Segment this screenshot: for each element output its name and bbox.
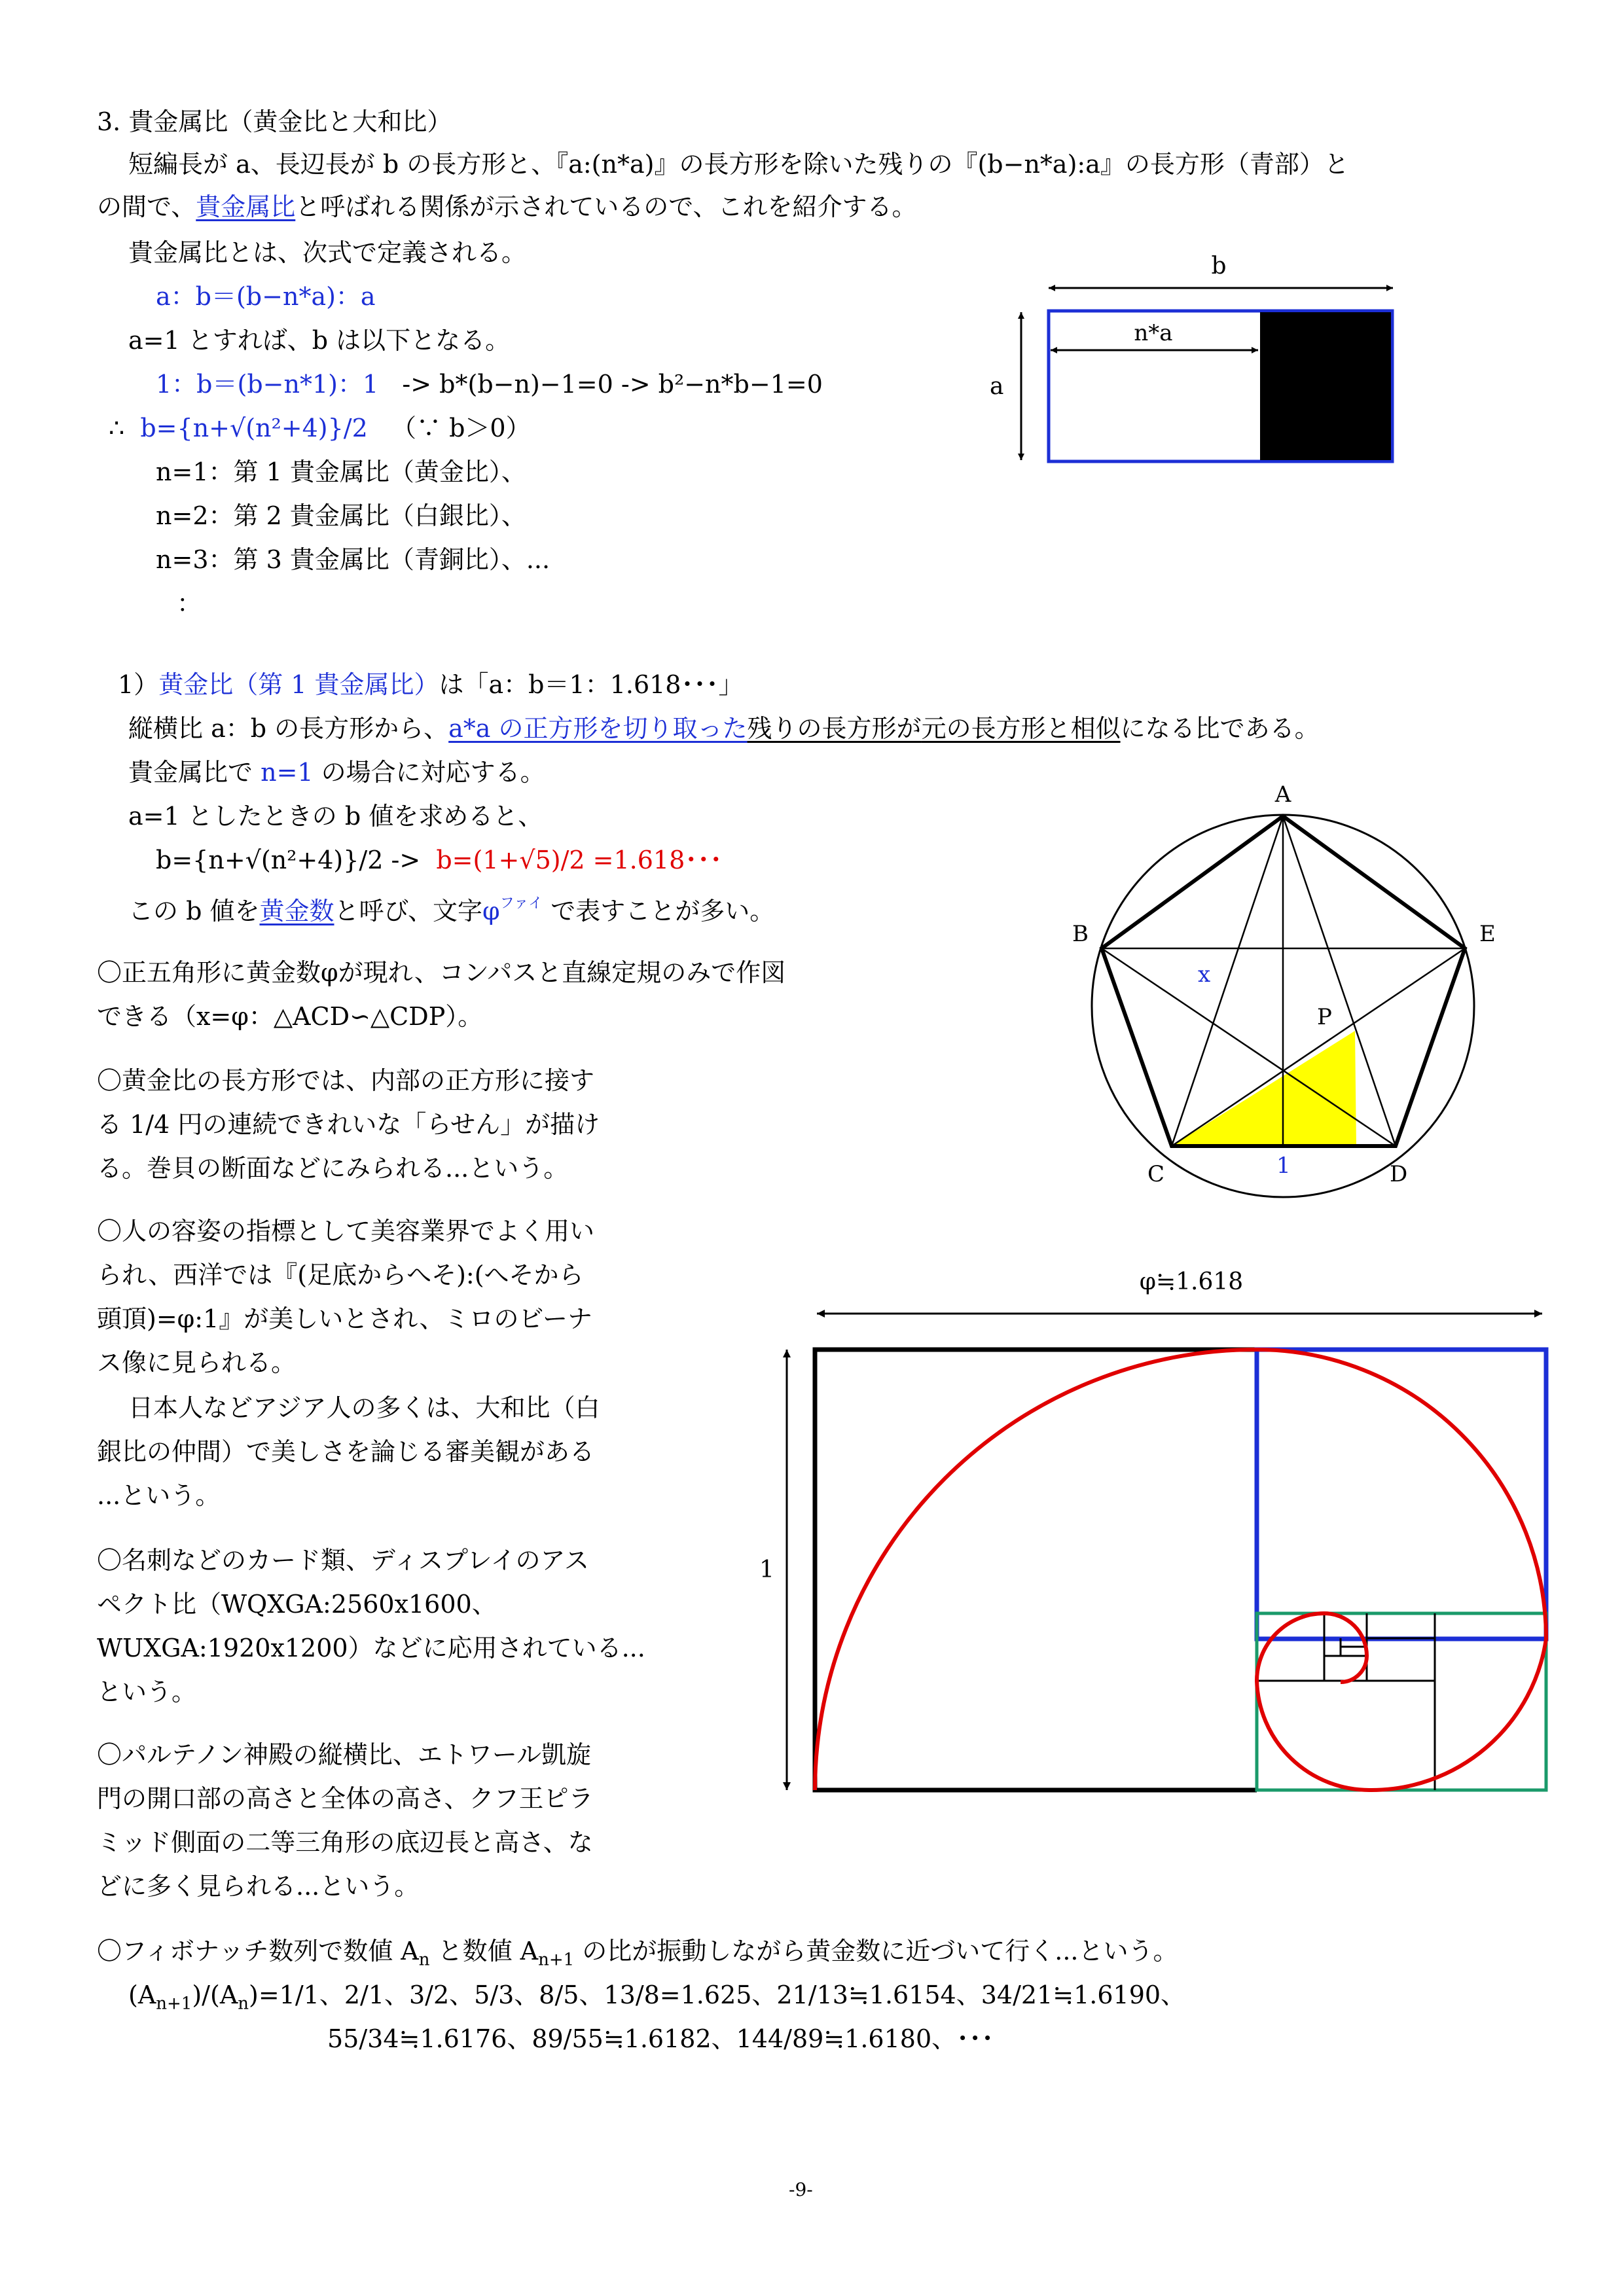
outer-black-frame	[815, 1350, 1257, 1790]
formula-2: 1：b＝(b−n*1)：1 -> b*(b−n)−1=0 -> b²−n*b−1=0	[156, 370, 823, 399]
page-number: -9-	[789, 2179, 813, 2200]
b-formula-line: ∴ b={n+√(n²+4)}/2 （∵ b＞0）	[109, 414, 531, 442]
golden-spiral	[815, 1350, 1546, 1790]
fib-ratios-line-1: $(A_{n+1})/(A_n)=1/1$、2/1、3/2、5/3、8/5、13/8=1.625、21/13≒1.6154、34/21≒1.6190、	[128, 1981, 1186, 2014]
label-x: x	[1198, 961, 1211, 988]
rectangle-diagram	[975, 249, 1407, 471]
na-label: n*a	[1134, 320, 1173, 346]
sub1-line-1: 縦横比 a：b の長方形から、a*a の正方形を切り取った残りの長方形が元の長方形と相似になる比である。	[128, 714, 1320, 743]
sub1-line-4: b={n+√(n²+4)}/2 -> b=(1+√5)/2 =1.618･･･	[156, 846, 723, 874]
b-label: b	[1211, 253, 1227, 279]
label-D: D	[1390, 1161, 1408, 1187]
fib-intro: 〇フィボナッチ数列で数値 $A_n$ と数値 $A_{n+1}$ の比が振動しながら黄金数に近づいて行く...という。	[97, 1937, 1178, 1970]
label-E: E	[1479, 921, 1496, 947]
golden-spiral-diagram	[740, 1257, 1571, 1800]
n1-line: n=1：第 1 貴金属比（黄金比）、	[156, 457, 526, 486]
cut-square-link[interactable]: a*a の正方形を切り取った	[448, 714, 748, 743]
intro-line-1: 短編長が a、長辺長が b の長方形と、『a:(n*a)』の長方形を除いた残りの『(b−n*a):a』の長方形（青部）と	[128, 150, 1349, 179]
definition-line: 貴金属比とは、次式で定義される。	[128, 238, 527, 267]
sub1-line-2: 貴金属比で n=1 の場合に対応する。	[128, 758, 545, 787]
n2-line: n=2：第 2 貴金属比（白銀比）、	[156, 501, 526, 530]
vertical-dots: ：	[177, 589, 202, 618]
blue-square	[1257, 1350, 1546, 1639]
intro-line-2: の間で、貴金属比と呼ばれる関係が示されているので、これを紹介する。	[97, 192, 917, 221]
section-heading: 3. 貴金属比（黄金比と大和比）	[97, 107, 452, 136]
noble-metal-ratio-link[interactable]: 貴金属比	[196, 192, 296, 221]
golden-number-link[interactable]: 黄金数	[259, 897, 334, 925]
sub1-line-5: この b 値を黄金数と呼び、文字$\varphi^{ファイ}$ で表すことが多い。	[128, 895, 775, 925]
label-one: 1	[1276, 1153, 1291, 1179]
a-label: a	[990, 373, 1004, 400]
sub1-title-line: 1）黄金比（第 1 貴金属比）は「a：b＝1：1.618･･･」	[118, 670, 744, 699]
n3-line: n=3：第 3 貴金属比（青銅比）、...	[156, 545, 550, 574]
formula-1: a：b＝(b−n*a)：a	[156, 282, 376, 311]
phi-label: φ≒1.618	[1139, 1268, 1244, 1295]
label-A: A	[1274, 781, 1291, 808]
black-rectangle	[1260, 312, 1391, 460]
label-C: C	[1147, 1161, 1165, 1187]
label-B: B	[1072, 921, 1089, 947]
fib-ratios-line-2: 55/34≒1.6176、89/55≒1.6182、144/89≒1.6180、･･･	[327, 2024, 994, 2053]
yellow-triangle	[1172, 1031, 1356, 1146]
one-label: 1	[759, 1556, 774, 1583]
sub1-line-3: a=1 としたときの b 値を求めると、	[128, 802, 543, 831]
label-P: P	[1317, 1004, 1332, 1030]
pentagon-diagram	[1060, 772, 1558, 1198]
a1-line: a=1 とすれば、b は以下となる。	[128, 326, 511, 355]
